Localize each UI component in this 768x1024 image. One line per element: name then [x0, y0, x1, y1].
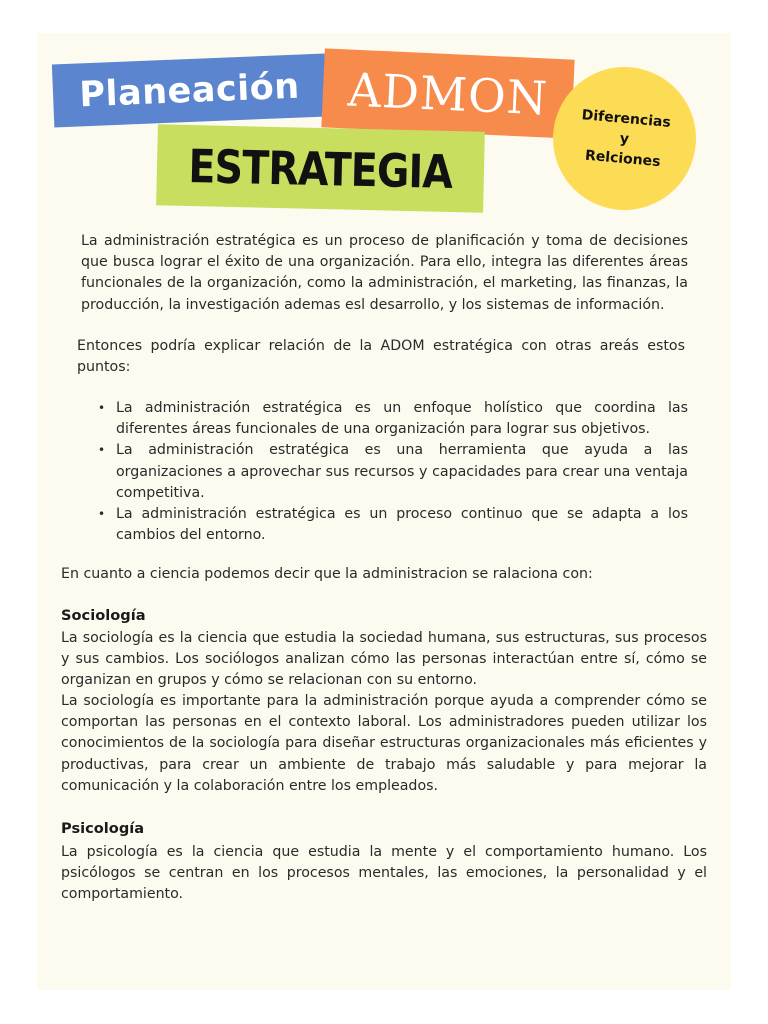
list-item: • La administración estratégica es un proceso continuo que se adapta a los cambios del entorno. — [94, 504, 688, 546]
circle-line-3: Relciones — [584, 147, 662, 170]
title-admon: ADMON — [346, 61, 550, 126]
title-tag-estrategia — [156, 124, 485, 212]
bullet-list — [94, 398, 688, 546]
title-planeacion: Planeación — [78, 66, 301, 115]
circle-line-1: Diferencias — [581, 106, 672, 131]
psicologia-paragraph-1: La psicología es la ciencia que estudia la mente y el comportamiento humano. Los psicólogos se centran en los procesos mentales, las emociones, la personalidad y el comportamiento. — [61, 844, 707, 903]
list-item: • La administración estratégica es un enfoque holístico que coordina las diferentes áreas funcionales de una organización para lograr sus objetivos. — [94, 398, 688, 440]
title-tag-admon — [321, 48, 574, 138]
title-tag-planeacion — [52, 54, 327, 128]
intro-points-paragraph: Entonces podría explicar relación de la ADOM estratégica con otras areás estos puntos: — [77, 338, 685, 376]
science-transition: En cuanto a ciencia podemos decir que la administracion se ralaciona con: — [61, 566, 593, 582]
sociologia-paragraph-1: La sociología es la ciencia que estudia la sociedad humana, sus estructuras, sus procesos y sus cambios. Los sociólogos analizan cómo las personas interactúan entre sí, cómo se organizan en grupos y cómo se relacionan con su entorno. — [61, 630, 707, 689]
list-item: • La administración estratégica es una herramienta que ayuda a las organizaciones a aprovechar sus recursos y capacidades para crear una ventaja competitiva. — [94, 440, 688, 504]
sociologia-heading: Sociología — [61, 607, 146, 624]
intro-paragraph: La administración estratégica es un proceso de planificación y toma de decisiones que busca lograr el éxito de una organización. Para ello, integra las diferentes áreas funcionales de la organización, como la administración, el marketing, las finanzas, la producción, la investigación ademas esl desarrollo, y los sistemas de información. — [81, 233, 688, 313]
circle-line-2: y — [619, 130, 630, 147]
psicologia-heading: Psicología — [61, 820, 145, 837]
title-estrategia: ESTRATEGIA — [188, 138, 453, 199]
sociologia-paragraph-2: La sociología es importante para la administración porque ayuda a comprender cómo se comportan las personas en el contexto laboral. Los administradores pueden utilizar los conocimientos de la sociología para diseñar estructuras organizacionales más eficientes y productivas, para crear un ambiente de trabajo más saludable y para mejorar la comunicación y la colaboración entre los empleados. — [61, 693, 707, 794]
